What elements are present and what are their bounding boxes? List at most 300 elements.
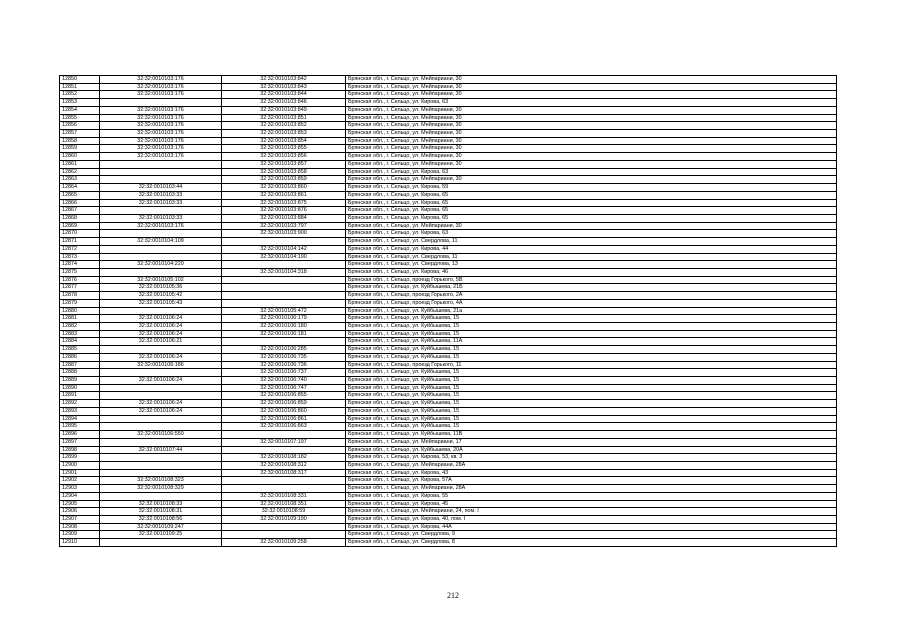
object-cadastral-number-cell: 32:32:0010108:59: [222, 508, 346, 516]
address-cell: Брянская обл., г. Сельцо, ул. Кирова, 65: [346, 199, 837, 207]
parent-cadastral-number-cell: [100, 168, 222, 176]
object-cadastral-number-cell: 32:32:0010107:197: [222, 438, 346, 446]
object-cadastral-number-cell: 32:32:0010103:853: [222, 130, 346, 138]
table-row: [60, 106, 837, 114]
address-cell: Брянская обл., г. Сельцо, ул. Куйбышева, 15: [346, 423, 837, 431]
object-cadastral-number-cell: [222, 299, 346, 307]
object-cadastral-number-cell: 32:32:0010106:855: [222, 392, 346, 400]
object-cadastral-number-cell: 32:32:0010104:142: [222, 245, 346, 253]
table-row: [60, 292, 837, 300]
table-row: [60, 122, 837, 130]
address-cell: Брянская обл., г. Сельцо, ул. Свердлова, 11: [346, 253, 837, 261]
row-number-cell: 12861: [60, 160, 100, 168]
parent-cadastral-number-cell: 32:32:0010108:33: [100, 500, 222, 508]
row-number-cell: 12899: [60, 454, 100, 462]
parent-cadastral-number-cell: [100, 346, 222, 354]
object-cadastral-number-cell: 32:32:0010103:884: [222, 214, 346, 222]
row-number-cell: 12856: [60, 122, 100, 130]
parent-cadastral-number-cell: 32:32:0010103:176: [100, 76, 222, 84]
parent-cadastral-number-cell: 32:32:0010108:31: [100, 508, 222, 516]
address-cell: Брянская обл., г. Сельцо, ул. Кирова, 65: [346, 191, 837, 199]
parent-cadastral-number-cell: 32:32:0010105:43: [100, 299, 222, 307]
table-row: [60, 407, 837, 415]
parent-cadastral-number-cell: [100, 307, 222, 315]
object-cadastral-number-cell: 32:32:0010106:181: [222, 330, 346, 338]
parent-cadastral-number-cell: 32:32:0010106:24: [100, 353, 222, 361]
parent-cadastral-number-cell: 32:32:0010103:176: [100, 83, 222, 91]
row-number-cell: 12903: [60, 485, 100, 493]
row-number-cell: 12858: [60, 137, 100, 145]
object-cadastral-number-cell: 32:32:0010106:180: [222, 323, 346, 331]
object-cadastral-number-cell: [222, 485, 346, 493]
address-cell: Брянская обл., г. Сельцо, ул. Куйбышева, 15: [346, 330, 837, 338]
table-row: [60, 153, 837, 161]
table-row: [60, 392, 837, 400]
row-number-cell: 12870: [60, 230, 100, 238]
parent-cadastral-number-cell: [100, 454, 222, 462]
row-number-cell: 12894: [60, 415, 100, 423]
registry-table-body: [60, 76, 837, 547]
row-number-cell: 12900: [60, 461, 100, 469]
address-cell: Брянская обл., г. Сельцо, ул. Свердлова, 9: [346, 531, 837, 539]
parent-cadastral-number-cell: 32:32:0010106:21: [100, 338, 222, 346]
address-cell: Брянская обл., г. Сельцо, ул. Свердлова, 11: [346, 238, 837, 246]
parent-cadastral-number-cell: [100, 392, 222, 400]
row-number-cell: 12884: [60, 338, 100, 346]
address-cell: Брянская обл., г. Сельцо, ул. Куйбышева, 15: [346, 346, 837, 354]
parent-cadastral-number-cell: 32:32:0010104:109: [100, 238, 222, 246]
address-cell: Брянская обл., г. Сельцо, ул. Свердлова, 13: [346, 261, 837, 269]
object-cadastral-number-cell: 32:32:0010103:900: [222, 230, 346, 238]
parent-cadastral-number-cell: 32:32:0010103:44: [100, 184, 222, 192]
address-cell: Брянская обл., г. Сельцо, ул. Мейпариани, 30: [346, 145, 837, 153]
address-cell: Брянская обл., г. Сельцо, ул. Куйбышева, 15: [346, 353, 837, 361]
table-row: [60, 238, 837, 246]
address-cell: Брянская обл., г. Сельцо, ул. Мейпариани, 30: [346, 83, 837, 91]
parent-cadastral-number-cell: 32:32:0010103:176: [100, 122, 222, 130]
object-cadastral-number-cell: 32:32:0010103:860: [222, 184, 346, 192]
table-row: [60, 361, 837, 369]
table-row: [60, 461, 837, 469]
object-cadastral-number-cell: 32:32:0010103:855: [222, 145, 346, 153]
table-row: [60, 446, 837, 454]
row-number-cell: 12905: [60, 500, 100, 508]
object-cadastral-number-cell: 32:32:0010103:858: [222, 168, 346, 176]
row-number-cell: 12866: [60, 199, 100, 207]
object-cadastral-number-cell: 32:32:0010103:857: [222, 160, 346, 168]
parent-cadastral-number-cell: 32:32:0010105:36: [100, 284, 222, 292]
row-number-cell: 12869: [60, 222, 100, 230]
object-cadastral-number-cell: 32:32:0010103:844: [222, 91, 346, 99]
row-number-cell: 12857: [60, 130, 100, 138]
parent-cadastral-number-cell: [100, 539, 222, 547]
address-cell: Брянская обл., г. Сельцо, ул. Куйбышева, 15: [346, 377, 837, 385]
address-cell: Брянская обл., г. Сельцо, ул. Мейпариани, 30: [346, 176, 837, 184]
address-cell: Брянская обл., г. Сельцо, ул. Кирова, 63: [346, 230, 837, 238]
row-number-cell: 12883: [60, 330, 100, 338]
address-cell: Брянская обл., г. Сельцо, ул. Куйбышева, 15: [346, 407, 837, 415]
address-cell: Брянская обл., г. Сельцо, ул. Кирова, 43: [346, 469, 837, 477]
row-number-cell: 12877: [60, 284, 100, 292]
page-number: 212: [447, 591, 459, 600]
row-number-cell: 12891: [60, 392, 100, 400]
table-row: [60, 423, 837, 431]
object-cadastral-number-cell: 32:32:0010108:331: [222, 492, 346, 500]
object-cadastral-number-cell: 32:32:0010103:851: [222, 114, 346, 122]
table-row: [60, 207, 837, 215]
parent-cadastral-number-cell: 32:32:0010106:24: [100, 315, 222, 323]
object-cadastral-number-cell: 32:32:0010106:747: [222, 384, 346, 392]
table-row: [60, 415, 837, 423]
parent-cadastral-number-cell: [100, 415, 222, 423]
table-row: [60, 130, 837, 138]
parent-cadastral-number-cell: 32:32:0010104:220: [100, 261, 222, 269]
parent-cadastral-number-cell: 32:32:0010103:176: [100, 153, 222, 161]
row-number-cell: 12850: [60, 76, 100, 84]
parent-cadastral-number-cell: [100, 438, 222, 446]
row-number-cell: 12906: [60, 508, 100, 516]
table-row: [60, 83, 837, 91]
table-row: [60, 214, 837, 222]
address-cell: Брянская обл., г. Сельцо, ул. Куйбышева, 15: [346, 400, 837, 408]
row-number-cell: 12855: [60, 114, 100, 122]
address-cell: Брянская обл., г. Сельцо, ул. Мейпариани, 30: [346, 130, 837, 138]
table-row: [60, 384, 837, 392]
object-cadastral-number-cell: 32:32:0010103:849: [222, 106, 346, 114]
table-row: [60, 137, 837, 145]
row-number-cell: 12898: [60, 446, 100, 454]
address-cell: Брянская обл., г. Сельцо, ул. Мейпариани, 30: [346, 137, 837, 145]
address-cell: Брянская обл., г. Сельцо, ул. Кирова, 46: [346, 268, 837, 276]
row-number-cell: 12886: [60, 353, 100, 361]
parent-cadastral-number-cell: 32:32:0010103:176: [100, 137, 222, 145]
row-number-cell: 12901: [60, 469, 100, 477]
parent-cadastral-number-cell: [100, 423, 222, 431]
address-cell: Брянская обл., г. Сельцо, ул. Кирова, 40, пом. I: [346, 515, 837, 523]
row-number-cell: 12879: [60, 299, 100, 307]
address-cell: Брянская обл., г. Сельцо, ул. Кирова, 65: [346, 207, 837, 215]
parent-cadastral-number-cell: [100, 253, 222, 261]
table-row: [60, 508, 837, 516]
object-cadastral-number-cell: 32:32:0010103:856: [222, 153, 346, 161]
object-cadastral-number-cell: [222, 523, 346, 531]
row-number-cell: 12893: [60, 407, 100, 415]
table-row: [60, 76, 837, 84]
row-number-cell: 12907: [60, 515, 100, 523]
row-number-cell: 12887: [60, 361, 100, 369]
parent-cadastral-number-cell: 32:32:0010103:176: [100, 145, 222, 153]
address-cell: Брянская обл., г. Сельцо, ул. Мейпариани, 30: [346, 122, 837, 130]
address-cell: Брянская обл., г. Сельцо, ул. Свердлова, 8: [346, 539, 837, 547]
row-number-cell: 12859: [60, 145, 100, 153]
table-row: [60, 99, 837, 107]
address-cell: Брянская обл., г. Сельцо, ул. Куйбышева, 15: [346, 323, 837, 331]
table-row: [60, 199, 837, 207]
table-row: [60, 299, 837, 307]
object-cadastral-number-cell: 32:32:0010103:843: [222, 83, 346, 91]
row-number-cell: 12882: [60, 323, 100, 331]
row-number-cell: 12910: [60, 539, 100, 547]
table-row: [60, 485, 837, 493]
table-row: [60, 330, 837, 338]
row-number-cell: 12851: [60, 83, 100, 91]
object-cadastral-number-cell: 32:32:0010103:852: [222, 122, 346, 130]
row-number-cell: 12853: [60, 99, 100, 107]
parent-cadastral-number-cell: [100, 492, 222, 500]
address-cell: Брянская обл., г. Сельцо, ул. Мейпариани, 30: [346, 91, 837, 99]
parent-cadastral-number-cell: 32:32:0010107:44: [100, 446, 222, 454]
object-cadastral-number-cell: [222, 261, 346, 269]
table-row: [60, 469, 837, 477]
address-cell: Брянская обл., г. Сельцо, ул. Куйбышева, 21Б: [346, 284, 837, 292]
address-cell: Брянская обл., г. Сельцо, ул. Кирова, 44: [346, 245, 837, 253]
table-row: [60, 523, 837, 531]
row-number-cell: 12852: [60, 91, 100, 99]
object-cadastral-number-cell: 32:32:0010106:736: [222, 361, 346, 369]
table-row: [60, 176, 837, 184]
row-number-cell: 12880: [60, 307, 100, 315]
parent-cadastral-number-cell: [100, 469, 222, 477]
table-row: [60, 114, 837, 122]
object-cadastral-number-cell: 32:32:0010103:875: [222, 199, 346, 207]
address-cell: Брянская обл., г. Сельцо, ул. Мейпариани, 30: [346, 114, 837, 122]
row-number-cell: 12862: [60, 168, 100, 176]
row-number-cell: 12871: [60, 238, 100, 246]
object-cadastral-number-cell: 32:32:0010103:876: [222, 207, 346, 215]
object-cadastral-number-cell: 32:32:0010103:861: [222, 191, 346, 199]
table-row: [60, 145, 837, 153]
parent-cadastral-number-cell: [100, 230, 222, 238]
parent-cadastral-number-cell: 32:32:0010108:323: [100, 477, 222, 485]
registry-table: [59, 75, 837, 547]
address-cell: Брянская обл., г. Сельцо, ул. Кирова, 63: [346, 168, 837, 176]
table-row: [60, 500, 837, 508]
address-cell: Брянская обл., г. Сельцо, ул. Мейпариани, 17: [346, 438, 837, 446]
object-cadastral-number-cell: 32:32:0010106:863: [222, 423, 346, 431]
object-cadastral-number-cell: [222, 338, 346, 346]
parent-cadastral-number-cell: 32:32:0010108:56: [100, 515, 222, 523]
parent-cadastral-number-cell: 32:32:0010103:176: [100, 130, 222, 138]
parent-cadastral-number-cell: [100, 99, 222, 107]
table-row: [60, 431, 837, 439]
table-row: [60, 377, 837, 385]
table-row: [60, 539, 837, 547]
table-row: [60, 168, 837, 176]
object-cadastral-number-cell: 32:32:0010106:740: [222, 377, 346, 385]
table-row: [60, 191, 837, 199]
parent-cadastral-number-cell: 32:32:0010103:176: [100, 91, 222, 99]
parent-cadastral-number-cell: 32:32:0010106:24: [100, 330, 222, 338]
parent-cadastral-number-cell: 32:32:0010109:247: [100, 523, 222, 531]
object-cadastral-number-cell: 32:32:0010104:318: [222, 268, 346, 276]
address-cell: Брянская обл., г. Сельцо, ул. Кирова, 57А: [346, 477, 837, 485]
parent-cadastral-number-cell: 32:32:0010106:24: [100, 400, 222, 408]
row-number-cell: 12872: [60, 245, 100, 253]
table-row: [60, 515, 837, 523]
table-row: [60, 160, 837, 168]
address-cell: Брянская обл., г. Сельцо, ул. Мейпариани, 30: [346, 153, 837, 161]
object-cadastral-number-cell: 32:32:0010108:312: [222, 461, 346, 469]
parent-cadastral-number-cell: 32:32:0010103:33: [100, 199, 222, 207]
address-cell: Брянская обл., г. Сельцо, ул. Мейпариани, 30: [346, 222, 837, 230]
table-row: [60, 276, 837, 284]
address-cell: Брянская обл., г. Сельцо, ул. Мейпариани, 28А: [346, 461, 837, 469]
address-cell: Брянская обл., г. Сельцо, ул. Куйбышева, 15: [346, 315, 837, 323]
row-number-cell: 12897: [60, 438, 100, 446]
address-cell: Брянская обл., г. Сельцо, ул. Куйбышева, 15: [346, 369, 837, 377]
object-cadastral-number-cell: [222, 477, 346, 485]
table-row: [60, 284, 837, 292]
parent-cadastral-number-cell: 32:32:0010109:25: [100, 531, 222, 539]
object-cadastral-number-cell: 32:32:0010108:182: [222, 454, 346, 462]
table-row: [60, 338, 837, 346]
address-cell: Брянская обл., г. Сельцо, ул. Куйбышева, 15: [346, 392, 837, 400]
table-row: [60, 438, 837, 446]
object-cadastral-number-cell: 32:32:0010109:190: [222, 515, 346, 523]
object-cadastral-number-cell: 32:32:0010106:285: [222, 346, 346, 354]
parent-cadastral-number-cell: 32:32:0010106:24: [100, 323, 222, 331]
address-cell: Брянская обл., г. Сельцо, ул. Кирова, 65: [346, 214, 837, 222]
parent-cadastral-number-cell: [100, 384, 222, 392]
object-cadastral-number-cell: 32:32:0010106:860: [222, 407, 346, 415]
row-number-cell: 12876: [60, 276, 100, 284]
object-cadastral-number-cell: 32:32:0010103:846: [222, 99, 346, 107]
table-row: [60, 230, 837, 238]
parent-cadastral-number-cell: 32:32:0010103:176: [100, 114, 222, 122]
table-row: [60, 245, 837, 253]
row-number-cell: 12902: [60, 477, 100, 485]
table-row: [60, 307, 837, 315]
table-row: [60, 91, 837, 99]
parent-cadastral-number-cell: 32:32:0010106:550: [100, 431, 222, 439]
address-cell: Брянская обл., г. Сельцо, проезд Горького, 5В: [346, 276, 837, 284]
parent-cadastral-number-cell: 32:32:0010106:186: [100, 361, 222, 369]
object-cadastral-number-cell: 32:32:0010103:854: [222, 137, 346, 145]
table-row: [60, 531, 837, 539]
row-number-cell: 12878: [60, 292, 100, 300]
parent-cadastral-number-cell: 32:32:0010105:102: [100, 276, 222, 284]
row-number-cell: 12863: [60, 176, 100, 184]
object-cadastral-number-cell: 32:32:0010106:859: [222, 400, 346, 408]
address-cell: Брянская обл., г. Сельцо, ул. Куйбышева, 15: [346, 415, 837, 423]
address-cell: Брянская обл., г. Сельцо, проезд Горького, 11: [346, 361, 837, 369]
address-cell: Брянская обл., г. Сельцо, ул. Куйбышева, 20А: [346, 446, 837, 454]
address-cell: Брянская обл., г. Сельцо, ул. Мейпариани, 28А: [346, 485, 837, 493]
address-cell: Брянская обл., г. Сельцо, проезд Горького, 4А: [346, 299, 837, 307]
address-cell: Брянская обл., г. Сельцо, ул. Кирова, 63: [346, 99, 837, 107]
address-cell: Брянская обл., г. Сельцо, ул. Мейпариани, 30: [346, 160, 837, 168]
object-cadastral-number-cell: 32:32:0010104:190: [222, 253, 346, 261]
object-cadastral-number-cell: 32:32:0010105:472: [222, 307, 346, 315]
object-cadastral-number-cell: 32:32:0010108:317: [222, 469, 346, 477]
address-cell: Брянская обл., г. Сельцо, ул. Мейпариани, 30: [346, 106, 837, 114]
object-cadastral-number-cell: [222, 292, 346, 300]
object-cadastral-number-cell: 32:32:0010106:861: [222, 415, 346, 423]
row-number-cell: 12904: [60, 492, 100, 500]
parent-cadastral-number-cell: [100, 268, 222, 276]
row-number-cell: 12873: [60, 253, 100, 261]
table-row: [60, 369, 837, 377]
parent-cadastral-number-cell: [100, 207, 222, 215]
parent-cadastral-number-cell: [100, 461, 222, 469]
row-number-cell: 12885: [60, 346, 100, 354]
object-cadastral-number-cell: [222, 431, 346, 439]
parent-cadastral-number-cell: 32:32:0010108:329: [100, 485, 222, 493]
row-number-cell: 12865: [60, 191, 100, 199]
table-row: [60, 454, 837, 462]
row-number-cell: 12868: [60, 214, 100, 222]
table-row: [60, 492, 837, 500]
row-number-cell: 12874: [60, 261, 100, 269]
table-row: [60, 268, 837, 276]
parent-cadastral-number-cell: [100, 176, 222, 184]
row-number-cell: 12881: [60, 315, 100, 323]
object-cadastral-number-cell: 32:32:0010103:797: [222, 222, 346, 230]
row-number-cell: 12908: [60, 523, 100, 531]
row-number-cell: 12888: [60, 369, 100, 377]
parent-cadastral-number-cell: 32:32:0010106:24: [100, 377, 222, 385]
address-cell: Брянская обл., г. Сельцо, ул. Кирова, 44А: [346, 523, 837, 531]
address-cell: Брянская обл., г. Сельцо, ул. Кирова, 59: [346, 184, 837, 192]
table-row: [60, 184, 837, 192]
row-number-cell: 12892: [60, 400, 100, 408]
address-cell: Брянская обл., г. Сельцо, проезд Горького, 2А: [346, 292, 837, 300]
address-cell: Брянская обл., г. Сельцо, ул. Кирова, 45: [346, 500, 837, 508]
object-cadastral-number-cell: [222, 284, 346, 292]
address-cell: Брянская обл., г. Сельцо, ул. Кирова, 55: [346, 492, 837, 500]
row-number-cell: 12864: [60, 184, 100, 192]
row-number-cell: 12909: [60, 531, 100, 539]
row-number-cell: 12890: [60, 384, 100, 392]
object-cadastral-number-cell: [222, 446, 346, 454]
table-row: [60, 346, 837, 354]
table-row: [60, 477, 837, 485]
address-cell: Брянская обл., г. Сельцо, ул. Куйбышева, 11В: [346, 431, 837, 439]
object-cadastral-number-cell: 32:32:0010106:179: [222, 315, 346, 323]
object-cadastral-number-cell: 32:32:0010103:842: [222, 76, 346, 84]
row-number-cell: 12875: [60, 268, 100, 276]
table-row: [60, 261, 837, 269]
parent-cadastral-number-cell: [100, 160, 222, 168]
address-cell: Брянская обл., г. Сельцо, ул. Мейпариани, 30: [346, 76, 837, 84]
object-cadastral-number-cell: 32:32:0010106:737: [222, 369, 346, 377]
table-row: [60, 400, 837, 408]
address-cell: Брянская обл., г. Сельцо, ул. Кирова, 53, кв. 3: [346, 454, 837, 462]
object-cadastral-number-cell: 32:32:0010106:735: [222, 353, 346, 361]
object-cadastral-number-cell: [222, 238, 346, 246]
object-cadastral-number-cell: 32:32:0010108:351: [222, 500, 346, 508]
address-cell: Брянская обл., г. Сельцо, ул. Куйбышева, 15: [346, 384, 837, 392]
parent-cadastral-number-cell: 32:32:0010103:176: [100, 106, 222, 114]
address-cell: Брянская обл., г. Сельцо, ул. Куйбышева, 11А: [346, 338, 837, 346]
table-row: [60, 253, 837, 261]
row-number-cell: 12895: [60, 423, 100, 431]
table-row: [60, 222, 837, 230]
address-cell: Брянская обл., г. Сельцо, ул. Мейпариани, 24, пом. I: [346, 508, 837, 516]
row-number-cell: 12896: [60, 431, 100, 439]
address-cell: Брянская обл., г. Сельцо, ул. Куйбышева, 21а: [346, 307, 837, 315]
table-row: [60, 323, 837, 331]
parent-cadastral-number-cell: 32:32:0010106:24: [100, 407, 222, 415]
object-cadastral-number-cell: [222, 276, 346, 284]
parent-cadastral-number-cell: 32:32:0010103:33: [100, 191, 222, 199]
object-cadastral-number-cell: 32:32:0010103:859: [222, 176, 346, 184]
row-number-cell: 12860: [60, 153, 100, 161]
row-number-cell: 12854: [60, 106, 100, 114]
object-cadastral-number-cell: 32:32:0010109:258: [222, 539, 346, 547]
parent-cadastral-number-cell: [100, 245, 222, 253]
object-cadastral-number-cell: [222, 531, 346, 539]
